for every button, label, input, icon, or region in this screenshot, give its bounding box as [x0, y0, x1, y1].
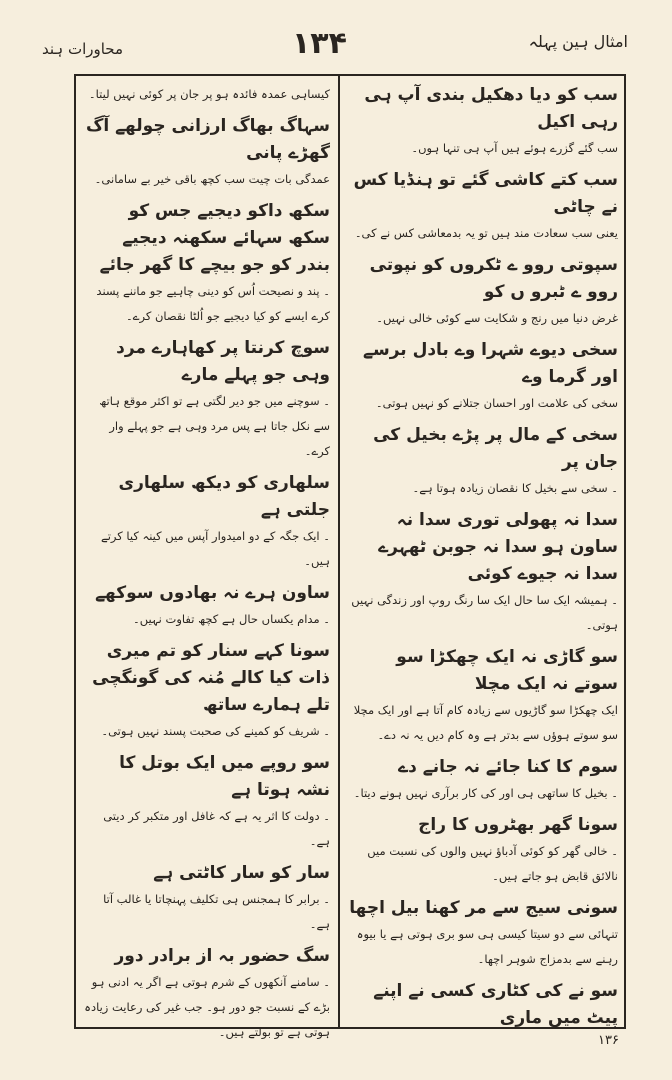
proverb-explanation: غرض دنیا میں رنج و شکایت سے کوئی خالی نہیں۔ [376, 311, 618, 325]
proverb-entry [348, 167, 618, 246]
proverb-entry [348, 895, 618, 972]
proverb-entry [84, 580, 330, 632]
proverb-headword: سپوتی روو ے ٹکروں کو نپوتی روو ے ٹبرو ں کو [369, 255, 618, 302]
proverb-headword: سار کو سار کاٹتی ہے [153, 863, 330, 883]
proverb-explanation: ۔ سخی سے بخیل کا نقصان زیادہ ہوتا ہے۔ [412, 481, 618, 495]
left-column [84, 82, 330, 1039]
proverb-headword: سکھ داکو دیجیے جس کو سکھ سہائے سکھنہ دیجیے بندر کو جو بیچے کا گھر جائے [99, 201, 330, 275]
proverb-entry [84, 198, 330, 329]
proverb-headword: سب کتے کاشی گئے تو ہنڈیا کس نے چاٹی [353, 170, 618, 217]
proverb-headword: سگ حضور بہ از برادر دور [114, 946, 330, 966]
proverb-explanation: عمدگی بات چیت سب کچھ باقی خیر بے سامانی۔ [94, 172, 330, 186]
footer-page-number: ۱۳۶ [598, 1033, 619, 1048]
proverb-entry [84, 750, 330, 854]
header-book-title: محاورات ہند [42, 40, 124, 58]
proverb-headword: سب کو دیا دھکیل بندی آپ ہی رہی اکیل [364, 85, 618, 132]
proverb-explanation: ۔ سامنے آنکھوں کے شرم ہوتی ہے اگر یہ ادنی ہو بڑے کے نسبت جو دور ہو۔ جب غیر کی رعایت زیادہ ہوتی ہے تو بولتے ہیں۔ [84, 975, 330, 1039]
proverb-explanation: ۔ دولت کا اثر یہ ہے کہ غافل اور متکبر کر دیتی ہے۔ [103, 809, 330, 848]
proverb-entry [84, 113, 330, 192]
proverb-explanation: سب گئے گزرے ہوئے ہیں آپ ہی تنہا ہوں۔ [411, 141, 618, 155]
column-divider [338, 74, 340, 1029]
proverb-entry [84, 638, 330, 744]
proverb-entry [348, 252, 618, 331]
proverb-headword: سلھاری کو دیکھ سلھاری جلتی ہے [118, 473, 330, 520]
proverb-entry [348, 507, 618, 638]
proverb-entry [84, 943, 330, 1045]
proverb-explanation: سخی کی علامت اور احسان جتلانے کو نہیں ہوتی۔ [375, 396, 618, 410]
proverb-explanation: تنہائی سے دو سیتا کیسی ہی سو بری ہوتی ہے یا بیوہ رہنے سے بدمزاج شوہر اچھا۔ [356, 927, 618, 966]
proverb-entry [348, 754, 618, 806]
proverb-headword: سو نے کی کٹاری کسی نے اپنے پیٹ میں ماری [373, 981, 618, 1028]
proverb-headword: سو روپے میں ایک بوتل کا نشہ ہوتا ہے [119, 753, 330, 800]
proverb-explanation: یعنی سب سعادت مند ہیں تو یہ بدمعاشی کس نے کی۔ [354, 226, 618, 240]
proverb-headword: سخی کے مال پر پڑے بخیل کی جان پر [373, 425, 618, 472]
proverb-headword: سو گاڑی نہ ایک چھکڑا سو سوتے نہ ایک مچلا [396, 647, 618, 694]
header-page-number: ۱۳۴ [292, 26, 347, 61]
proverb-headword: ساون ہرے نہ بھادوں سوکھے [95, 583, 330, 603]
proverb-entry [84, 335, 330, 464]
proverb-explanation: ۔ خالی گھر کو کوئی آدباؤ نہیں والوں کی نسبت میں نالائق قابض ہو جاتے ہیں۔ [367, 844, 618, 883]
proverb-entry [348, 337, 618, 416]
proverb-explanation: ۔ بخیل کا ساتھی ہی اور کی کار برآری نہیں ہونے دیتا۔ [353, 786, 618, 800]
proverb-headword: سونی سیج سے مر کھنا بیل اچھا [349, 898, 618, 918]
proverb-entry [84, 82, 330, 107]
proverb-entry [348, 422, 618, 501]
proverb-explanation: ۔ ہمیشہ ایک سا حال ایک سا رنگ روپ اور زندگی نہیں ہوتی۔ [351, 593, 618, 632]
proverb-entry [84, 860, 330, 937]
proverb-entry [84, 470, 330, 574]
proverb-entry [348, 644, 618, 748]
header-section-title: امثال ہین پہلہ [528, 32, 628, 51]
proverb-explanation: ۔ ایک جگہ کے دو امیدوار آپس میں کینہ کیا کرتے ہیں۔ [100, 529, 330, 568]
proverb-explanation: ۔ سوچنے میں جو دیر لگتی ہے تو اکثر موقع ہاتھ سے نکل جاتا ہے پس مرد وہی ہے جو پہلے وار کرے۔ [99, 394, 330, 458]
proverb-headword: سونا گھر بھٹروں کا راج [418, 815, 618, 835]
proverb-explanation: ایک چھکڑا سو گاڑیوں سے زیادہ کام آتا ہے اور ایک مچلا سو سوتے ہوؤں سے بدتر ہے وہ کام دیں یہ نہ دے۔ [353, 703, 618, 742]
proverb-headword: سوچ کرنتا پر کھاہارے مرد وہی جو پہلے مارے [116, 338, 330, 385]
proverb-explanation: کیساہی عمدہ فائدہ ہو پر جان پر کوئی نہیں لیتا۔ [88, 87, 330, 101]
proverb-explanation: ۔ مدام یکساں حال ہے کچھ تفاوت نہیں۔ [132, 612, 330, 626]
proverb-entry [348, 978, 618, 1032]
proverb-headword: سخی دیوے شہرا وے بادل برسے اور گرما وے [363, 340, 618, 387]
proverb-headword: سونا کہے سنار کو تم میری ذات کیا کالے مُنہ کی گونگچی تلے ہمارے ساتھ [92, 641, 330, 715]
proverb-headword: سہاگ بھاگ ارزانی چولھے آگ گھڑے پانی [85, 116, 330, 163]
proverb-explanation: ۔ پند و نصیحت اُس کو دینی چاہیے جو ماننے پسند کرے ایسے کو کیا دیجیے جو اُلٹا نقصان کرے۔ [96, 284, 330, 323]
proverb-entry [348, 82, 618, 161]
proverb-explanation: ۔ برابر کا ہمجنس ہی تکلیف پہنچاتا یا غالب آتا ہے۔ [103, 892, 330, 931]
page-header [0, 22, 672, 70]
proverb-explanation: ۔ شریف کو کمینے کی صحبت پسند نہیں ہوتی۔ [101, 724, 330, 738]
proverb-entry [348, 812, 618, 889]
proverb-headword: سدا نہ پھولی توری سدا نہ ساون ہو سدا نہ جوبن ٹھہرے سدا نہ جیوے کوئی [378, 510, 618, 584]
right-column [348, 82, 618, 1028]
proverb-headword: سوم کا کنا جائے نہ جانے دے [398, 757, 618, 777]
